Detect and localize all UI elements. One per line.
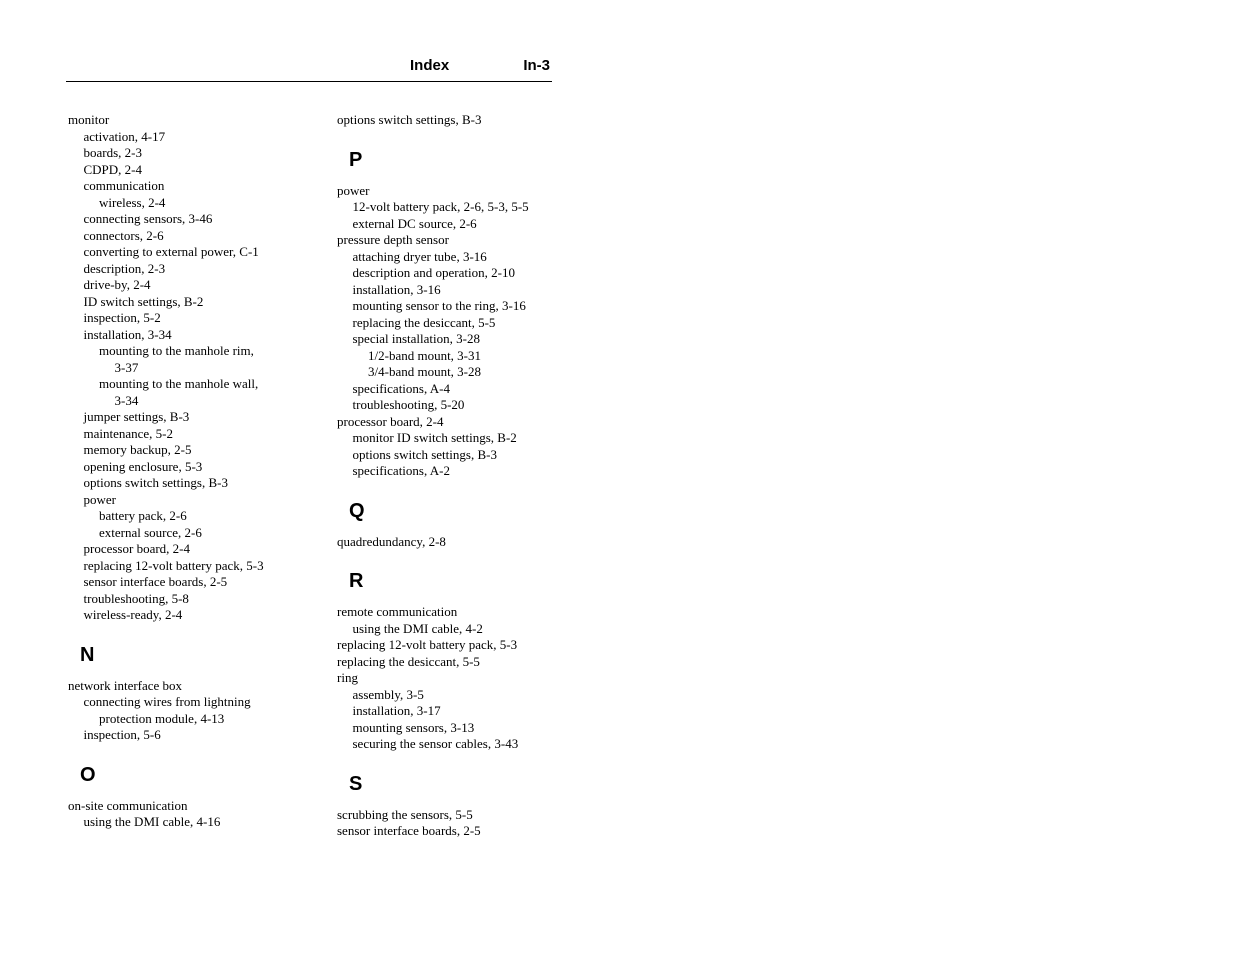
index-entry: description and operation, 2-10 bbox=[352, 265, 515, 280]
index-entry: mounting to the manhole rim, bbox=[99, 343, 254, 358]
page-number: In-3 bbox=[523, 57, 550, 74]
index-section-letter: O bbox=[80, 763, 96, 786]
index-entry: connecting wires from lightning bbox=[83, 694, 251, 709]
index-entry: mounting to the manhole wall, bbox=[99, 376, 259, 391]
index-entry: scrubbing the sensors, 5-5 bbox=[337, 806, 473, 822]
index-entry: on-site communication bbox=[68, 797, 188, 813]
index-entry: monitor bbox=[68, 112, 110, 127]
index-entry: converting to external power, C-1 bbox=[83, 244, 259, 259]
index-section-letter: N bbox=[80, 643, 95, 666]
index-entry: remote communication bbox=[337, 604, 458, 619]
index-entry: special installation, 3-28 bbox=[352, 331, 480, 346]
index-entry: mounting sensor to the ring, 3-16 bbox=[352, 298, 526, 313]
index-entry: replacing 12-volt battery pack, 5-3 bbox=[83, 557, 264, 573]
index-entry: ring bbox=[337, 670, 358, 685]
index-entry: mounting sensors, 3-13 bbox=[352, 719, 475, 735]
index-entry: protection module, 4-13 bbox=[99, 710, 225, 726]
running-title: Index bbox=[410, 57, 450, 74]
index-entry: 3-37 bbox=[114, 359, 139, 375]
index-entry: options switch settings, B-3 bbox=[352, 446, 497, 462]
index-entry: communication bbox=[83, 178, 165, 193]
index-entry: 12-volt battery pack, 2-6, 5-3, 5-5 bbox=[352, 199, 529, 214]
index-entry: connecting sensors, 3-46 bbox=[83, 211, 213, 226]
index-entry: replacing the desiccant, 5-5 bbox=[337, 653, 480, 669]
index-entry: troubleshooting, 5-20 bbox=[352, 397, 465, 412]
index-entry: power bbox=[83, 491, 116, 507]
index-entry: processor board, 2-4 bbox=[337, 413, 444, 429]
index-entry: wireless, 2-4 bbox=[99, 194, 166, 210]
index-entry: options switch settings, B-3 bbox=[337, 112, 482, 127]
index-entry: installation, 3-16 bbox=[352, 281, 441, 297]
index-entry: inspection, 5-6 bbox=[83, 727, 161, 742]
index-entry: 3/4-band mount, 3-28 bbox=[368, 364, 482, 379]
index-entry: wireless-ready, 2-4 bbox=[83, 607, 183, 622]
index-entry: description, 2-3 bbox=[83, 260, 166, 276]
index-section-letter: R bbox=[349, 570, 364, 592]
index-entry: monitor ID switch settings, B-2 bbox=[352, 430, 517, 445]
page-header bbox=[66, 55, 552, 82]
index-entry: memory backup, 2-5 bbox=[83, 442, 192, 457]
index-entry: 1/2-band mount, 3-31 bbox=[368, 347, 482, 363]
index-entry: sensor interface boards, 2-5 bbox=[337, 823, 481, 838]
index-column-left bbox=[68, 112, 318, 831]
index-entry: boards, 2-3 bbox=[83, 145, 142, 160]
index-entry: activation, 4-17 bbox=[83, 128, 166, 144]
index-entry: troubleshooting, 5-8 bbox=[83, 590, 189, 606]
index-entry: quadredundancy, 2-8 bbox=[337, 533, 446, 549]
index-entry: CDPD, 2-4 bbox=[83, 161, 143, 177]
index-entry: power bbox=[337, 182, 370, 198]
index-entry: processor board, 2-4 bbox=[83, 541, 190, 556]
index-entry: pressure depth sensor bbox=[337, 232, 449, 247]
index-entry: using the DMI cable, 4-16 bbox=[83, 814, 221, 829]
index-entry: connectors, 2-6 bbox=[83, 227, 164, 243]
index-entry: options switch settings, B-3 bbox=[83, 475, 228, 490]
index-entry: installation, 3-34 bbox=[83, 326, 172, 342]
index-entry: ID switch settings, B-2 bbox=[83, 293, 204, 309]
index-entry: attaching dryer tube, 3-16 bbox=[352, 248, 487, 264]
index-entry: network interface box bbox=[68, 677, 183, 693]
index-entry: external DC source, 2-6 bbox=[352, 215, 477, 231]
index-entry: opening enclosure, 5-3 bbox=[83, 458, 203, 474]
index-entry: 3-34 bbox=[114, 392, 139, 408]
index-entry: replacing 12-volt battery pack, 5-3 bbox=[337, 637, 518, 652]
index-section-letter: P bbox=[349, 148, 363, 171]
index-entry: sensor interface boards, 2-5 bbox=[83, 574, 228, 589]
index-entry: specifications, A-4 bbox=[352, 380, 450, 396]
index-entry: securing the sensor cables, 3-43 bbox=[352, 736, 519, 751]
index-entry: installation, 3-17 bbox=[352, 703, 441, 718]
index-entry: jumper settings, B-3 bbox=[83, 409, 190, 424]
index-entry: replacing the desiccant, 5-5 bbox=[352, 314, 496, 330]
index-entry: maintenance, 5-2 bbox=[83, 425, 174, 441]
index-entry: using the DMI cable, 4-2 bbox=[352, 620, 483, 636]
index-entry: inspection, 5-2 bbox=[83, 310, 161, 325]
index-section-letter: S bbox=[349, 772, 363, 795]
index-entry: external source, 2-6 bbox=[99, 524, 202, 540]
index-entry: drive-by, 2-4 bbox=[83, 277, 151, 292]
index-entry: battery pack, 2-6 bbox=[99, 508, 187, 523]
index-section-letter: Q bbox=[349, 499, 365, 522]
index-entry: specifications, A-2 bbox=[352, 463, 450, 478]
index-entry: assembly, 3-5 bbox=[352, 686, 424, 702]
index-column-right bbox=[337, 112, 587, 840]
